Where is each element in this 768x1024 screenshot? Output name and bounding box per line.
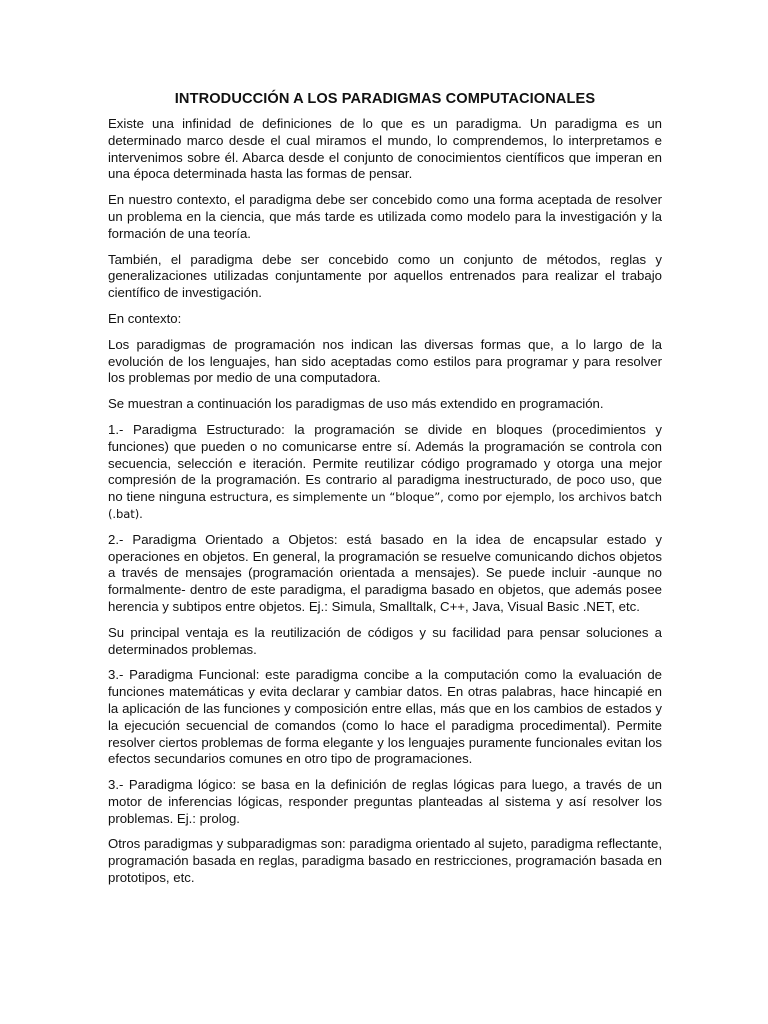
paragraph-main-advantage: Su principal ventaja es la reutilización de códigos y su facilidad para pensar soluciones a determinados problemas. (108, 624, 662, 657)
paragraph-en-contexto: En contexto: (108, 310, 182, 326)
paragraph-list-intro: Se muestran a continuación los paradigmas de uso más extendido en programación. (108, 396, 604, 412)
document-title: INTRODUCCIÓN A LOS PARADIGMAS COMPUTACIONALES (174, 91, 596, 107)
paragraph-definition: Existe una infinidad de definiciones de lo que es un paradigma. Un paradigma es un determinado marco desde el cual miramos el mundo, lo comprendemos, lo interpretamos e intervenimos sobre él. Abarca desde el conjunto de conocimientos científicos que imperan en una época determinada hasta las formas de pensar. (108, 116, 662, 182)
paragraph-object-oriented-paradigm: 2.- Paradigma Orientado a Objetos: está basado en la idea de encapsular estado y operaciones en objetos. En general, la programación se resuelve comunicando dichos objetos a través de mensajes (programación orientada a mensajes). Se puede incluir -aunque no formalmente- dentro de este paradigma, el paradigma basado en objetos, que además posee herencia y subtipos entre objetos. Ej.: Simula, Smalltalk, C++, Java, Visual Basic .NET, etc. (108, 531, 662, 614)
structured-paradigm-text-tail: estructura, es simplemente un “bloque”, como por ejemplo, los archivos batch (.bat). (108, 490, 662, 521)
paragraph-context: En nuestro contexto, el paradigma debe ser concebido como una forma aceptada de resolver un problema en la ciencia, que más tarde es utilizada como modelo para la investigación y la formación de una teoría. (108, 192, 662, 241)
paragraph-methods: También, el paradigma debe ser concebido como un conjunto de métodos, reglas y generalizaciones utilizadas conjuntamente por aquellos entrenados para realizar el trabajo científico de investigación. (108, 251, 662, 301)
paragraph-functional-paradigm: 3.- Paradigma Funcional: este paradigma concibe a la computación como la evaluación de funciones matemáticas y evita declarar y cambiar datos. En otras palabras, hace hincapié en la aplicación de las funciones y composición entre ellas, más que en los cambios de estados y la ejecución secuencial de comandos (como lo hace el paradigma procedimental). Permite resolver ciertos problemas de forma elegante y los lenguajes puramente funcionales evitan los efectos secundarios comunes en otro tipo de programaciones. (108, 667, 662, 767)
paragraph-programming-paradigms: Los paradigmas de programación nos indican las diversas formas que, a lo largo de la evolución de los lenguajes, han sido aceptadas como estilos para programar y para resolver los problemas por medio de una computadora. (108, 336, 662, 386)
paragraph-structured-paradigm (108, 422, 662, 523)
structured-paradigm-text: 1.- Paradigma Estructurado: la programación se divide en bloques (procedimientos y funciones) que pueden o no comunicarse entre sí. Además la programación se controla con secuencia, selección e iteración. Permite reutilizar código programado y otorga una mejor compresión de la programación. Es contrario al paradigma inestructurado, de poco uso, que no tiene ninguna (108, 421, 662, 505)
document-page (108, 90, 662, 896)
paragraph-other-paradigms: Otros paradigmas y subparadigmas son: paradigma orientado al sujeto, paradigma reflectante, programación basada en reglas, paradigma basado en restricciones, programación basada en prototipos, etc. (108, 836, 662, 886)
paragraph-logic-paradigm: 3.- Paradigma lógico: se basa en la definición de reglas lógicas para luego, a través de un motor de inferencias lógicas, responder preguntas planteadas al sistema y así resolver los problemas. Ej.: prolog. (108, 777, 662, 826)
